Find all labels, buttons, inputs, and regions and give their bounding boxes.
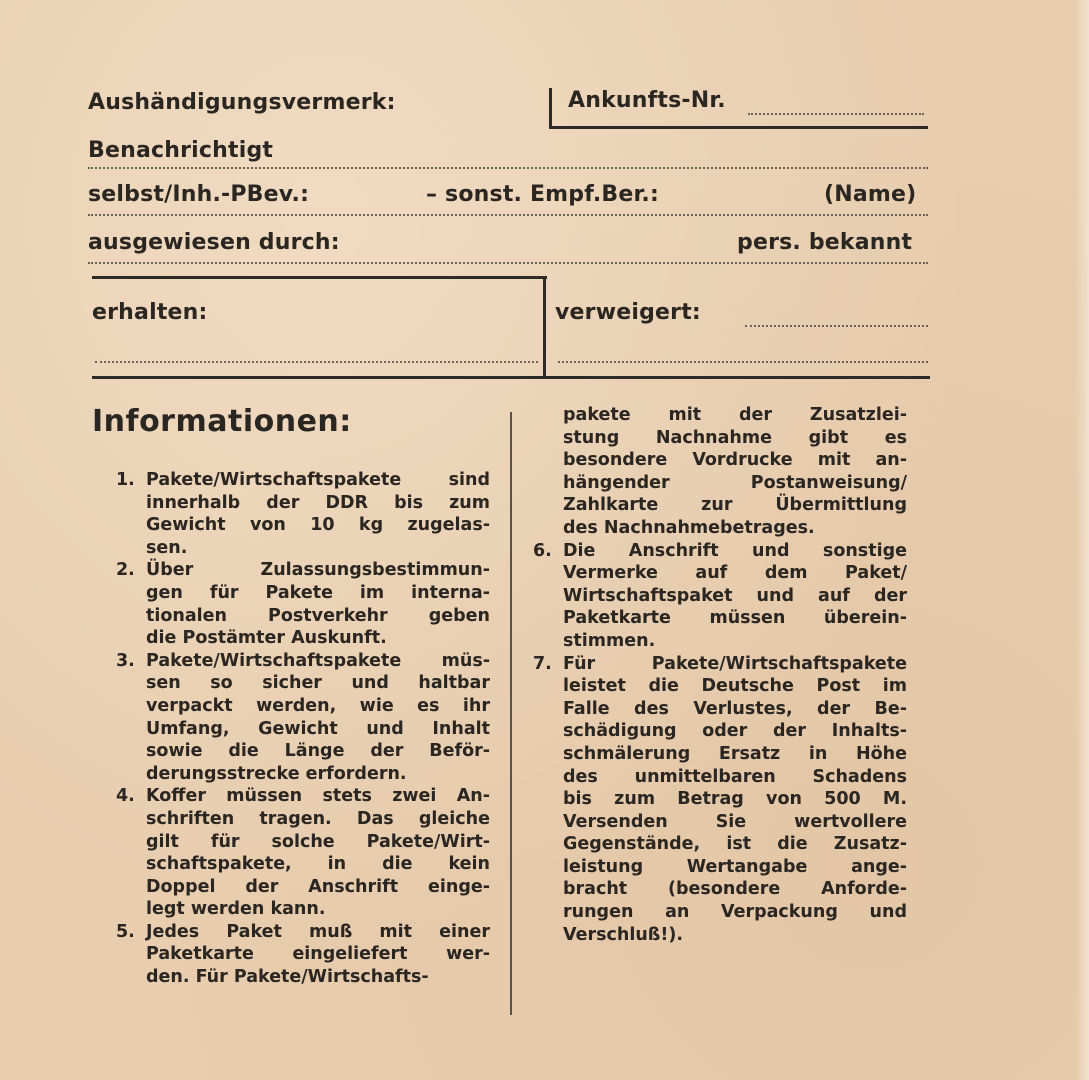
info-item-line: gen für Pakete im interna- xyxy=(146,582,490,603)
info-item-line: Vermerke auf dem Paket/ xyxy=(563,563,907,584)
erhalten-box-bottom xyxy=(92,376,930,379)
info-item-line: die Postämter Auskunft. xyxy=(146,628,387,649)
info-item-line: Umfang, Gewicht und Inhalt xyxy=(146,718,490,739)
info-item-text xyxy=(563,540,907,653)
info-item-line: legt werden kann. xyxy=(146,899,326,920)
info-item-line: rungen an Verpackung und xyxy=(563,902,907,923)
info-item-line: Zahlkarte zur Übermittlung xyxy=(563,495,907,516)
info-item-text xyxy=(146,650,490,786)
info-item-line: Paketkarte müssen überein- xyxy=(563,608,907,629)
info-item-line: des Nachnahmebetrages. xyxy=(563,517,815,538)
info-item-text xyxy=(146,469,490,559)
info-item-line: sen. xyxy=(146,537,188,558)
info-item-line: stung Nachnahme gibt es xyxy=(563,427,907,448)
selbst-label: selbst/Inh.-PBev.: xyxy=(88,182,310,207)
info-item-line: Pakete/Wirtschaftspakete sind xyxy=(146,470,490,490)
info-item-line: Jedes Paket muß mit einer xyxy=(146,921,490,942)
info-item-line: gilt für solche Pakete/Wirt- xyxy=(146,831,490,852)
info-item-line: bracht (besondere Anforde- xyxy=(563,879,907,900)
info-item-line: verpackt werden, wie es ihr xyxy=(146,695,490,716)
info-item-number: 5. xyxy=(116,921,135,942)
info-item xyxy=(533,540,907,653)
info-item xyxy=(116,559,490,649)
info-item-text xyxy=(563,653,907,947)
sonst-empf-label: – sonst. Empf.Ber.: xyxy=(426,182,659,207)
informationen-heading: Informationen: xyxy=(92,404,352,439)
info-item-line: Die Anschrift und sonstige xyxy=(563,540,907,561)
info-item-line: Paketkarte eingeliefert wer- xyxy=(146,944,490,965)
info-item-number: 6. xyxy=(533,540,552,561)
info-item xyxy=(116,650,490,786)
aushaendigungsvermerk-label: Aushändigungsvermerk: xyxy=(88,90,396,115)
info-item-line: innerhalb der DDR bis zum xyxy=(146,492,490,513)
info-item-line: schmälerung Ersatz in Höhe xyxy=(563,743,907,764)
info-item-line: Falle des Verlustes, der Be- xyxy=(563,698,907,719)
info-item-line: leistet die Deutsche Post im xyxy=(563,676,907,697)
name-label: (Name) xyxy=(824,182,917,207)
paper-edge xyxy=(1075,0,1089,1080)
column-divider xyxy=(510,412,512,1015)
info-item-line: sen so sicher und haltbar xyxy=(146,673,490,694)
info-item-line: schaftspakete, in die kein xyxy=(146,854,490,875)
info-item-line: Wirtschaftspaket und auf der xyxy=(563,585,907,606)
erhalten-dotline xyxy=(95,361,538,363)
info-item-line: Verschluß!). xyxy=(563,924,684,945)
ankunfts-nr-label: Ankunfts-Nr. xyxy=(568,88,726,113)
info-item xyxy=(116,921,490,989)
info-item-text xyxy=(563,404,907,540)
info-item-line: Versenden Sie wertvollere xyxy=(563,811,907,832)
info-item-text xyxy=(146,785,490,921)
pers-bekannt-label: pers. bekannt xyxy=(737,230,913,255)
info-item-line: pakete mit der Zusatzlei- xyxy=(563,405,907,425)
verweigert-label: verweigert: xyxy=(555,300,701,325)
info-item-number: 3. xyxy=(116,650,135,671)
info-item-text xyxy=(146,559,490,649)
info-item xyxy=(116,469,490,559)
info-item xyxy=(116,785,490,921)
benachrichtigt-label: Benachrichtigt xyxy=(88,138,274,163)
info-item-line: tionalen Postverkehr geben xyxy=(146,605,490,626)
info-item-number: 2. xyxy=(116,560,135,581)
info-item-line: den. Für Pakete/Wirtschafts- xyxy=(146,967,429,988)
info-item-line: schriften tragen. Das gleiche xyxy=(146,808,490,829)
info-item-number: 4. xyxy=(116,786,135,807)
ausgewiesen-label: ausgewiesen durch: xyxy=(88,230,340,255)
benachrichtigt-dotline xyxy=(88,167,928,169)
ausgewiesen-dotline xyxy=(88,262,928,264)
info-left-column xyxy=(116,469,490,989)
info-item-line: Gewicht von 10 kg zugelas- xyxy=(146,515,490,536)
info-item xyxy=(533,653,907,947)
info-item-line: Über Zulassungsbestimmun- xyxy=(146,560,490,581)
info-item-line: schädigung oder der Inhalts- xyxy=(563,721,907,742)
info-item-number xyxy=(533,404,563,540)
info-item-line: bis zum Betrag von 500 M. xyxy=(563,789,907,810)
info-item-line: besondere Vordrucke mit an- xyxy=(563,450,907,471)
info-item-line: derungsstrecke erfordern. xyxy=(146,763,407,784)
info-item-line: sowie die Länge der Beför- xyxy=(146,741,490,762)
verweigert-dotline-1 xyxy=(745,325,928,327)
info-item-number: 7. xyxy=(533,653,552,674)
info-item-line: Doppel der Anschrift einge- xyxy=(146,876,490,897)
info-item-line: stimmen. xyxy=(563,630,656,651)
info-item-line: Pakete/Wirtschaftspakete müs- xyxy=(146,650,490,671)
info-item-line: leistung Wertangabe ange- xyxy=(563,856,907,877)
ankunft-bracket-horizontal xyxy=(549,126,928,129)
erhalten-box-divider xyxy=(543,276,546,376)
verweigert-dotline-2 xyxy=(558,361,928,363)
info-item-line: Koffer müssen stets zwei An- xyxy=(146,786,490,807)
selbst-dotline xyxy=(88,214,928,216)
erhalten-box-top xyxy=(92,276,547,279)
ankunfts-nr-dotline xyxy=(748,113,924,115)
info-item-line: hängender Postanweisung/ xyxy=(563,472,907,493)
info-item-line: Gegenstände, ist die Zusatz- xyxy=(563,834,907,855)
info-item-number: 1. xyxy=(116,470,135,490)
info-item-line: des unmittelbaren Schadens xyxy=(563,766,907,787)
info-item-line: Für Pakete/Wirtschaftspakete xyxy=(563,653,907,674)
info-right-column xyxy=(533,404,907,946)
ankunft-bracket-vertical xyxy=(549,88,552,128)
info-item-text xyxy=(146,921,490,989)
info-item xyxy=(533,404,907,540)
erhalten-label: erhalten: xyxy=(92,300,208,325)
